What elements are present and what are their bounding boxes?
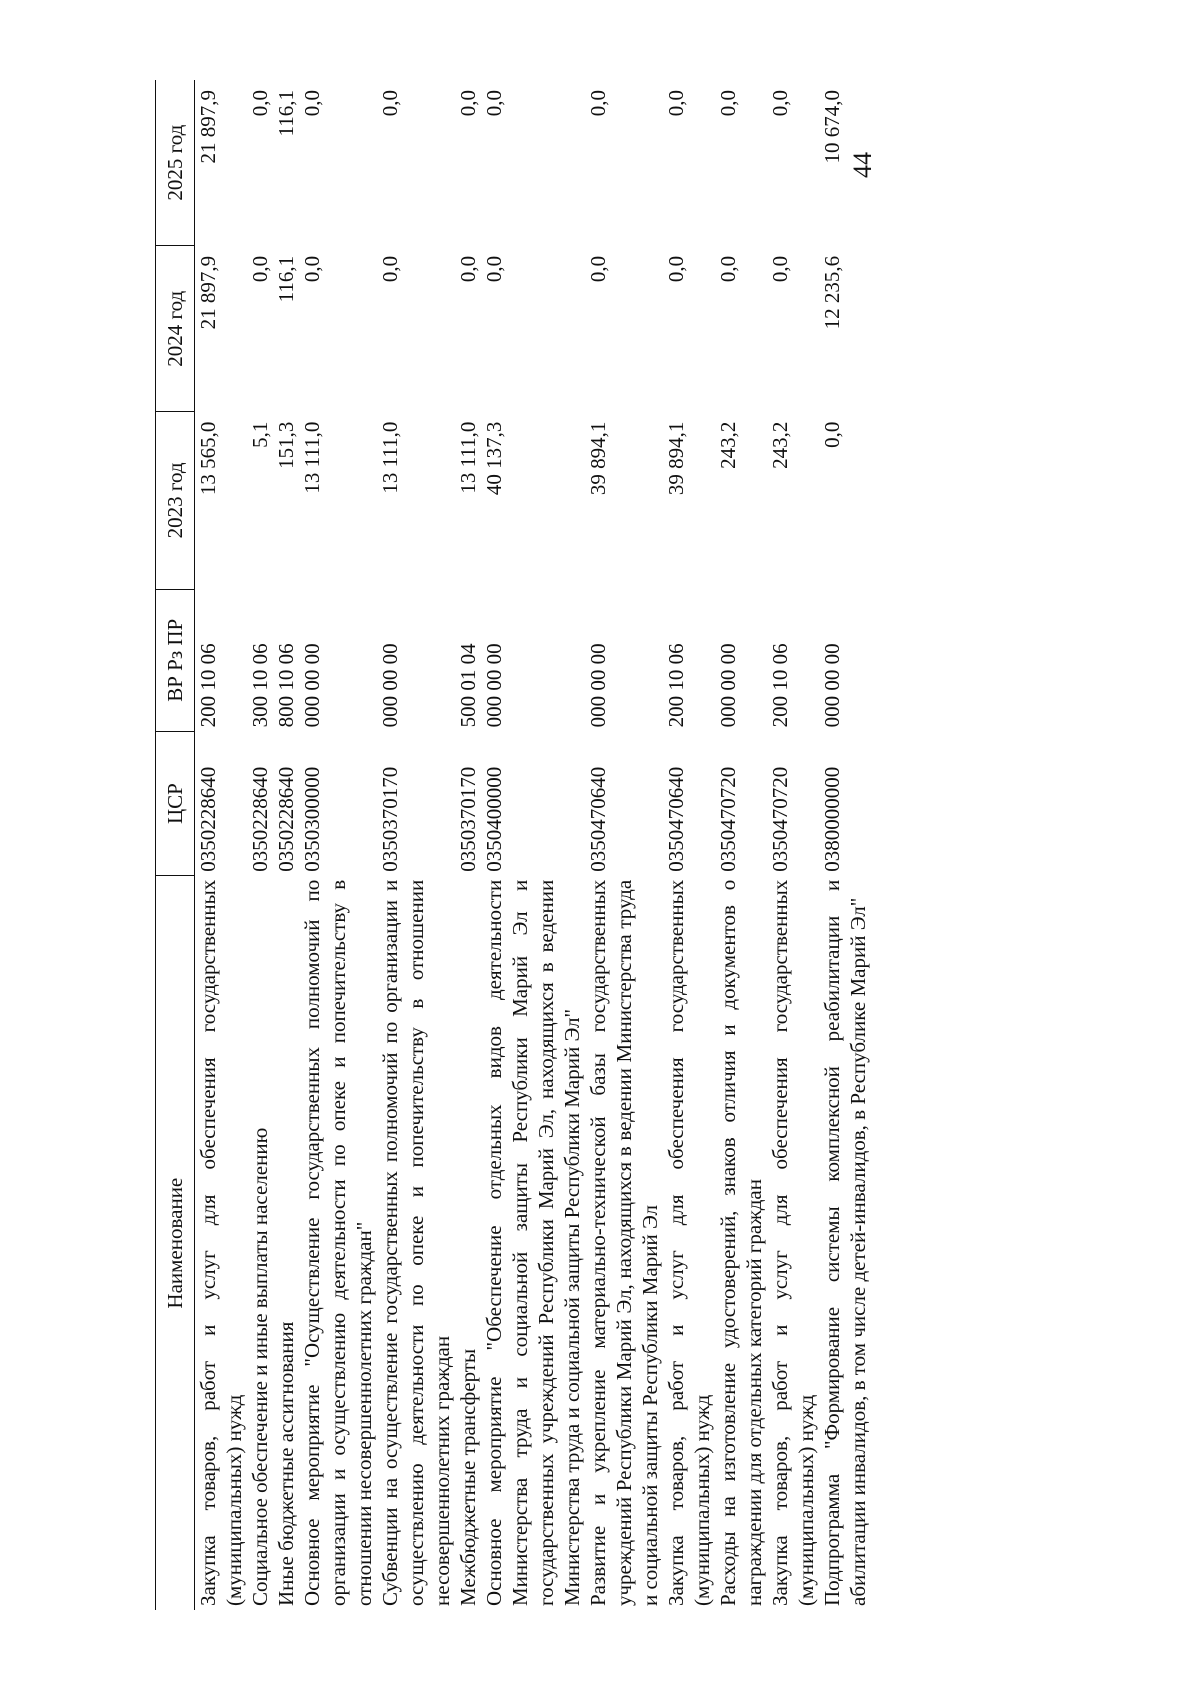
row-2025: 0,0 <box>716 90 740 117</box>
table-row <box>767 80 819 1610</box>
row-name: Субвенции на осуществление государственных полномочий по организации и осуществлению деятельности по опеке и попечительству в отношении несовершеннолетних граждан <box>378 879 454 1606</box>
row-csr: 0350228640 <box>248 766 272 872</box>
row-2023: 40 137,3 <box>482 421 506 496</box>
row-name: Закупка товаров, работ и услуг для обеспечения государственных (муниципальных) нужд <box>768 879 818 1606</box>
row-2024: 21 897,9 <box>196 255 220 330</box>
row-2024: 0,0 <box>768 255 792 283</box>
row-csr: 0350370170 <box>378 766 402 872</box>
row-csr: 0350370170 <box>456 766 480 872</box>
row-2025: 21 897,9 <box>196 90 220 164</box>
row-2023: 13 111,0 <box>378 421 402 494</box>
table-row <box>247 80 273 1610</box>
row-2023: 151,3 <box>274 421 298 469</box>
header-vr-rz-pr: ВР Рз ПР <box>156 589 195 731</box>
row-2023: 13 111,0 <box>300 421 324 494</box>
row-2023: 13 565,0 <box>196 421 220 496</box>
header-name: Наименование <box>156 876 195 1610</box>
budget-table-rotated <box>155 80 875 1610</box>
row-name: Подпрограмма "Формирование системы комплексной реабилитации и абилитации инвалидов, в том числе детей-инвалидов, в Республике Марий Эл" <box>820 879 870 1606</box>
table-row <box>663 80 715 1610</box>
table-row <box>585 80 663 1610</box>
row-csr: 0350228640 <box>274 766 298 872</box>
row-2025: 0,0 <box>248 90 272 117</box>
row-codes: 000 00 00 <box>482 643 506 728</box>
row-2025: 0,0 <box>664 90 688 117</box>
row-codes: 000 00 00 <box>820 643 844 728</box>
row-codes: 000 00 00 <box>586 643 610 728</box>
row-codes: 000 00 00 <box>716 643 740 728</box>
budget-table <box>155 80 871 1610</box>
table-row <box>377 80 455 1610</box>
row-2024: 0,0 <box>482 255 506 283</box>
header-row <box>156 80 195 1610</box>
row-2023: 13 111,0 <box>456 421 480 494</box>
row-2024: 0,0 <box>664 255 688 283</box>
row-csr: 0350300000 <box>300 766 324 872</box>
row-codes: 200 10 06 <box>664 643 688 728</box>
row-codes: 200 10 06 <box>768 643 792 728</box>
row-name: Расходы на изготовление удостоверений, знаков отличия и документов о награждении для отдельных категорий граждан <box>716 879 766 1606</box>
row-2023: 39 894,1 <box>664 421 688 496</box>
row-name: Закупка товаров, работ и услуг для обеспечения государственных (муниципальных) нужд <box>664 879 714 1606</box>
row-2023: 243,2 <box>716 421 740 469</box>
row-2023: 39 894,1 <box>586 421 610 496</box>
row-name: Развитие и укрепление материально-технической базы государственных учреждений Республики Марий Эл, находящихся в ведении Министерства труда и социальной защиты Республики Марий Эл <box>586 879 662 1606</box>
row-name: Основное мероприятие "Обеспечение отдельных видов деятельности Министерства труда и социальной защиты Республики Марий Эл и государственных учреждений Республики Марий Эл, находящихся в ведении Министерства труда и социальной защиты Республики Марий Эл" <box>482 879 584 1606</box>
row-2023: 0,0 <box>820 421 844 448</box>
row-2025: 0,0 <box>300 90 324 117</box>
row-2025: 10 674,0 <box>820 90 844 164</box>
row-codes: 800 10 06 <box>274 643 298 728</box>
row-name: Межбюджетные трансферты <box>456 1348 480 1606</box>
row-2024: 0,0 <box>248 255 272 283</box>
row-codes: 500 01 04 <box>456 643 480 728</box>
row-2024: 116,1 <box>274 255 298 303</box>
row-name: Основное мероприятие "Осуществление государственных полномочий по организации и осуществлению деятельности по опеке и попечительству в отношении несовершеннолетних граждан" <box>300 879 376 1606</box>
table-row <box>819 80 871 1610</box>
row-2024: 0,0 <box>378 255 402 283</box>
row-csr: 0350470640 <box>586 766 610 872</box>
table-row <box>195 80 248 1610</box>
row-2025: 0,0 <box>586 90 610 117</box>
row-csr: 0380000000 <box>820 766 844 872</box>
row-2025: 0,0 <box>456 90 480 117</box>
row-csr: 0350470720 <box>716 766 740 872</box>
row-2024: 0,0 <box>456 255 480 283</box>
table-row <box>481 80 585 1610</box>
header-2025: 2025 год <box>156 80 195 246</box>
row-csr: 0350400000 <box>482 766 506 872</box>
row-2025: 0,0 <box>482 90 506 117</box>
table-row <box>299 80 377 1610</box>
table-row <box>455 80 481 1610</box>
row-csr: 0350228640 <box>196 766 220 872</box>
row-2023: 5,1 <box>248 421 272 448</box>
table-row <box>715 80 767 1610</box>
header-csr: ЦСР <box>156 731 195 875</box>
page-number: 44 <box>848 152 877 178</box>
row-codes: 300 10 06 <box>248 643 272 728</box>
row-2023: 243,2 <box>768 421 792 469</box>
row-2025: 0,0 <box>378 90 402 117</box>
row-2024: 0,0 <box>300 255 324 283</box>
row-2024: 0,0 <box>716 255 740 283</box>
row-2025: 116,1 <box>274 90 298 137</box>
row-name: Закупка товаров, работ и услуг для обеспечения государственных (муниципальных) нужд <box>196 879 246 1606</box>
table-row <box>273 80 299 1610</box>
row-2024: 12 235,6 <box>820 255 844 330</box>
row-csr: 0350470720 <box>768 766 792 872</box>
row-codes: 000 00 00 <box>378 643 402 728</box>
header-2024: 2024 год <box>156 246 195 412</box>
header-2023: 2023 год <box>156 412 195 590</box>
row-csr: 0350470640 <box>664 766 688 872</box>
row-2025: 0,0 <box>768 90 792 117</box>
row-2024: 0,0 <box>586 255 610 283</box>
row-name: Иные бюджетные ассигнования <box>274 1321 298 1606</box>
row-codes: 200 10 06 <box>196 643 220 728</box>
row-codes: 000 00 00 <box>300 643 324 728</box>
row-name: Социальное обеспечение и иные выплаты населению <box>248 1127 272 1606</box>
